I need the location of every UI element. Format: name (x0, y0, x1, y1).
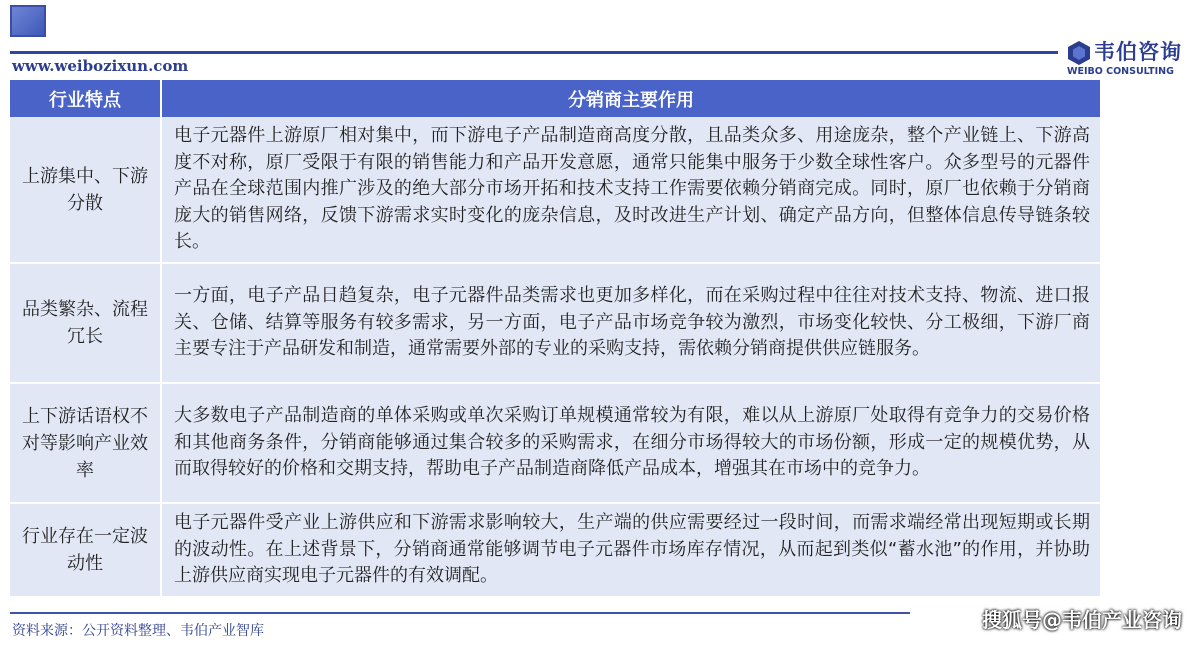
table-row (10, 383, 1100, 503)
corner-logo-square (10, 5, 46, 37)
site-url: www.weibozixun.com (12, 57, 189, 75)
header-feature: 行业特点 (10, 80, 161, 117)
header-divider (10, 51, 1058, 54)
table-row (10, 263, 1100, 383)
footer-divider (10, 612, 910, 614)
feature-cell: 行业存在一定波动性 (10, 503, 161, 597)
feature-cell: 上下游话语权不对等影响产业效率 (10, 383, 161, 503)
header-role: 分销商主要作用 (161, 80, 1100, 117)
logo-subtitle: WEIBO CONSULTING (1067, 66, 1174, 77)
table-row (10, 117, 1100, 263)
source-note: 资料来源：公开资料整理、韦伯产业智库 (12, 623, 264, 639)
weibo-logo (1062, 34, 1198, 80)
role-cell: 电子元器件受产业上游供应和下游需求影响较大，生产端的供应需要经过一段时间，而需求端经常出现短期或长期的波动性。在上述背景下，分销商通常能够调节电子元器件市场库存情况，从而起到类似“蓄水池”的作用，并协助上游供应商实现电子元器件的有效调配。 (161, 503, 1100, 597)
table-row (10, 503, 1100, 597)
table-header-row (10, 80, 1100, 117)
feature-cell: 品类繁杂、流程冗长 (10, 263, 161, 383)
role-cell: 大多数电子产品制造商的单体采购或单次采购订单规模通常较为有限，难以从上游原厂处取得有竞争力的交易价格和其他商务条件，分销商能够通过集合较多的采购需求，在细分市场得较大的市场份额，形成一定的规模优势，从而取得较好的价格和交期支持，帮助电子产品制造商降低产品成本，增强其在市场中的竞争力。 (161, 383, 1100, 503)
distributor-role-table (10, 80, 1100, 598)
sohu-watermark: 搜狐号@韦伯产业咨询 (982, 608, 1182, 632)
hexagon-logo-icon (1066, 40, 1092, 66)
role-cell: 一方面，电子产品日趋复杂，电子元器件品类需求也更加多样化，而在采购过程中往往对技术支持、物流、进口报关、仓储、结算等服务有较多需求，另一方面，电子产品市场竞争较为激烈，市场变化较快、分工极细，下游厂商主要专注于产品研发和制造，通常需要外部的专业的采购支持，需依赖分销商提供供应链服务。 (161, 263, 1100, 383)
logo-name: 韦伯咨询 (1094, 40, 1182, 64)
feature-cell: 上游集中、下游分散 (10, 117, 161, 263)
role-cell: 电子元器件上游原厂相对集中，而下游电子产品制造商高度分散，且品类众多、用途庞杂，整个产业链上、下游高度不对称，原厂受限于有限的销售能力和产品开发意愿，通常只能集中服务于少数全球性客户。众多型号的元器件产品在全球范围内推广涉及的绝大部分市场开拓和技术支持工作需要依赖分销商完成。同时，原厂也依赖于分销商庞大的销售网络，反馈下游需求实时变化的庞杂信息，及时改进生产计划、确定产品方向，但整体信息传导链条较长。 (161, 117, 1100, 263)
